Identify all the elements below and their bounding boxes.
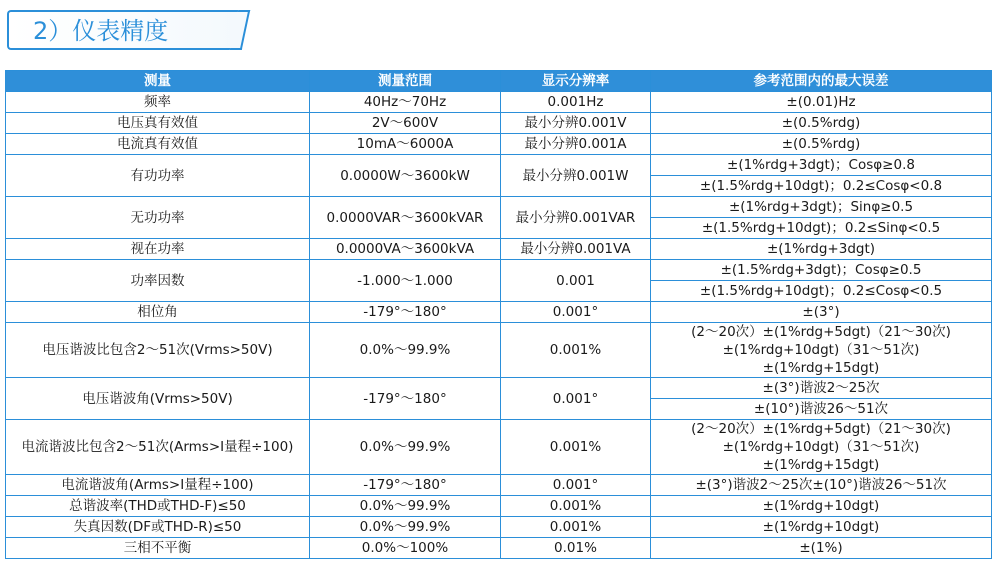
cell-range: 0.0%～100% <box>310 538 501 559</box>
cell-measurement: 功率因数 <box>6 260 310 302</box>
table-row <box>6 260 992 281</box>
section-title-box <box>7 10 240 50</box>
table-row <box>6 538 992 559</box>
cell-max-error: ±(0.5%rdg) <box>651 134 992 155</box>
header-max-error: 参考范围内的最大误差 <box>651 71 992 92</box>
cell-resolution: 0.001° <box>501 302 651 323</box>
cell-max-error: ±(1%rdg+10dgt) <box>651 517 992 538</box>
table-row <box>6 378 992 399</box>
cell-resolution: 0.001% <box>501 420 651 475</box>
table-row <box>6 302 992 323</box>
section-title: 2）仪表精度 <box>33 17 169 45</box>
header-resolution: 显示分辨率 <box>501 71 651 92</box>
cell-range: 2V～600V <box>310 113 501 134</box>
cell-max-error: ±(10°)谐波26～51次 <box>651 399 992 420</box>
cell-measurement: 电流真有效值 <box>6 134 310 155</box>
cell-resolution: 0.001 <box>501 260 651 302</box>
cell-measurement: 电压谐波比包含2～51次(Vrms>50V) <box>6 323 310 378</box>
cell-max-error <box>651 420 992 475</box>
cell-range: 0.0000VA～3600kVA <box>310 239 501 260</box>
accuracy-table <box>5 70 992 559</box>
cell-measurement: 三相不平衡 <box>6 538 310 559</box>
table-row <box>6 134 992 155</box>
cell-max-error: ±(3°) <box>651 302 992 323</box>
cell-max-error: ±(1.5%rdg+10dgt)；0.2≤Cosφ<0.5 <box>651 281 992 302</box>
cell-resolution: 0.001% <box>501 496 651 517</box>
cell-range: 0.0000VAR～3600kVAR <box>310 197 501 239</box>
cell-range: -179°～180° <box>310 302 501 323</box>
cell-max-error: ±(1.5%rdg+3dgt)；Cosφ≥0.5 <box>651 260 992 281</box>
table-row <box>6 496 992 517</box>
error-line: (2～20次）±(1%rdg+5dgt)（21～30次) <box>691 324 951 340</box>
table-row <box>6 155 992 176</box>
cell-max-error: ±(1.5%rdg+10dgt)；0.2≤Cosφ<0.8 <box>651 176 992 197</box>
cell-range: 10mA～6000A <box>310 134 501 155</box>
cell-resolution: 0.001% <box>501 323 651 378</box>
cell-measurement: 有功功率 <box>6 155 310 197</box>
cell-max-error: ±(1%) <box>651 538 992 559</box>
cell-measurement: 总谐波率(THD或THD-F)≤50 <box>6 496 310 517</box>
cell-measurement: 无功功率 <box>6 197 310 239</box>
table-row <box>6 475 992 496</box>
cell-range: -179°～180° <box>310 475 501 496</box>
cell-max-error: ±(0.01)Hz <box>651 92 992 113</box>
cell-measurement: 电流谐波比包含2～51次(Arms>I量程÷100) <box>6 420 310 475</box>
cell-resolution: 最小分辨0.001VAR <box>501 197 651 239</box>
cell-range: -179°～180° <box>310 378 501 420</box>
cell-resolution: 0.01% <box>501 538 651 559</box>
cell-resolution: 最小分辨0.001VA <box>501 239 651 260</box>
cell-measurement: 电压真有效值 <box>6 113 310 134</box>
table-header-row <box>6 71 992 92</box>
title-box-notch <box>230 10 251 50</box>
cell-measurement: 电流谐波角(Arms>I量程÷100) <box>6 475 310 496</box>
table-row <box>6 323 992 378</box>
cell-max-error: ±(1%rdg+3dgt) <box>651 239 992 260</box>
error-line: ±(1%rdg+15dgt) <box>762 457 880 473</box>
table-row <box>6 113 992 134</box>
cell-range: 0.0%～99.9% <box>310 496 501 517</box>
cell-max-error: ±(1%rdg+3dgt)；Sinφ≥0.5 <box>651 197 992 218</box>
table-row <box>6 197 992 218</box>
cell-range: 0.0%～99.9% <box>310 517 501 538</box>
table-row <box>6 517 992 538</box>
cell-max-error: ±(1%rdg+10dgt) <box>651 496 992 517</box>
cell-measurement: 频率 <box>6 92 310 113</box>
table-row <box>6 239 992 260</box>
header-measurement: 测量 <box>6 71 310 92</box>
header-range: 测量范围 <box>310 71 501 92</box>
error-line: ±(1%rdg+15dgt) <box>762 360 880 376</box>
cell-resolution: 最小分辨0.001V <box>501 113 651 134</box>
cell-resolution: 0.001Hz <box>501 92 651 113</box>
cell-range: 0.0%～99.9% <box>310 323 501 378</box>
cell-measurement: 失真因数(DF或THD-R)≤50 <box>6 517 310 538</box>
cell-resolution: 最小分辨0.001W <box>501 155 651 197</box>
cell-range: 0.0000W～3600kW <box>310 155 501 197</box>
cell-measurement: 相位角 <box>6 302 310 323</box>
error-line: ±(1%rdg+10dgt)（31～51次) <box>722 342 920 358</box>
cell-resolution: 0.001% <box>501 517 651 538</box>
cell-resolution: 0.001° <box>501 378 651 420</box>
table-row <box>6 420 992 475</box>
cell-max-error <box>651 323 992 378</box>
cell-range: 40Hz～70Hz <box>310 92 501 113</box>
error-line: (2～20次）±(1%rdg+5dgt)（21～30次) <box>691 421 951 437</box>
cell-resolution: 0.001° <box>501 475 651 496</box>
cell-resolution: 最小分辨0.001A <box>501 134 651 155</box>
cell-max-error: ±(3°)谐波2～25次±(10°)谐波26～51次 <box>651 475 992 496</box>
cell-measurement: 电压谐波角(Vrms>50V) <box>6 378 310 420</box>
table-row <box>6 92 992 113</box>
cell-max-error: ±(1.5%rdg+10dgt)；0.2≤Sinφ<0.5 <box>651 218 992 239</box>
error-line: ±(1%rdg+10dgt)（31～51次) <box>722 439 920 455</box>
cell-max-error: ±(3°)谐波2～25次 <box>651 378 992 399</box>
table-body <box>6 92 992 559</box>
cell-range: 0.0%～99.9% <box>310 420 501 475</box>
cell-max-error: ±(1%rdg+3dgt)；Cosφ≥0.8 <box>651 155 992 176</box>
cell-measurement: 视在功率 <box>6 239 310 260</box>
cell-max-error: ±(0.5%rdg) <box>651 113 992 134</box>
cell-range: -1.000～1.000 <box>310 260 501 302</box>
